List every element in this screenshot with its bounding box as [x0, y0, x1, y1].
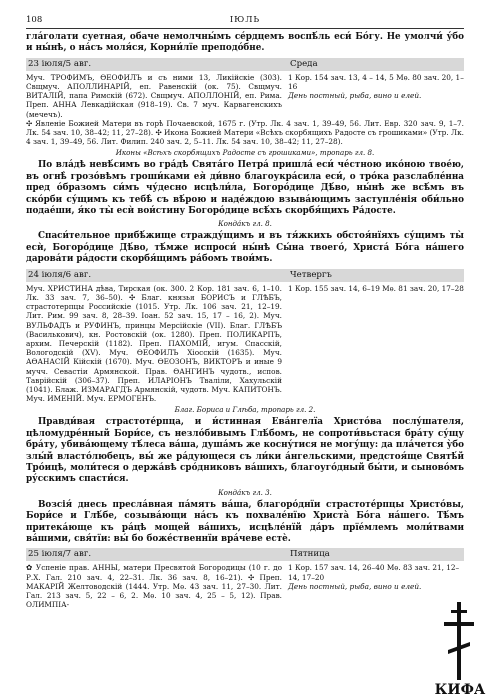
page-header — [26, 0, 464, 29]
kontakion-caption: Конда́къ гл. 3. — [218, 487, 272, 497]
day-date: 25 іюля/7 авг. — [28, 549, 92, 560]
publisher-logo-icon — [430, 600, 490, 700]
day-header-july-24 — [26, 269, 464, 282]
kontakion-boris-gleb-paragraph: Возсія́ днесь пресла́вная па́мять ва́ша, благоро́днїи страстоте́рпцы Христо́вы, Бори́се и Глѣ́бе, созыва́ющи на́съ къ похвале́нїю Христа̀ Бо́га на́шего. Тѣ́мъ притека́юще къ ра́цѣ мощей ва́шихъ, исцѣле́нїй да́ръ прїе́млемъ моли́твами ва́шими, свя́тїи: вы́ бо боже́ственнїи вра́чеве естѐ. — [26, 499, 464, 544]
kontakion-icon-paragraph: Спаси́тельное прибѣ́жище стражду́щимъ и въ тя́жкихъ обстоя́нїяхъ су́щимъ ты̀ есѝ, Богоро́дице Дѣ́во, тѣ́мже испроси́ ны́нѣ Сы́на твоего́, Христа́ Бо́га на́шего дарова́ти ра́дости скорбя́щимъ ра́бомъ твои́мъ. — [26, 231, 464, 265]
day-saints: Муч. ТРОФИМЪ, ѲЕОФИЛЪ и съ ними 13, Ликійскіе (303). Свщмуч. АПОЛЛИНАРІЙ, еп. Равенскій (ок. 75). Свщмуч. ВИТАЛІЙ, папа Римскій (672). Свщмуч. АПОЛЛОНІЙ, еп. Рима. Преп. АННА Левкадійская (918–19). Св. 7 муч. Карвагенскихъ (мечечъ). — [26, 72, 282, 119]
day-header-july-23 — [26, 58, 464, 71]
day-date: 24 іюля/6 авг. — [28, 269, 92, 280]
day-weekday: Четвергъ — [290, 269, 332, 280]
troparion-end-paragraph: гла́голати суетная, обаче немолчны́мъ се́рдцемъ воспѣ́ль еси́ Бо́гу. Не умолчи́ у́бо и ны́нѣ, о на́съ моля́ся, Корни́лїе преподо́бне. — [26, 32, 464, 54]
fast-note: День постный, рыба, вино и елей. — [288, 91, 422, 101]
page-number: 108 — [26, 15, 43, 25]
day-entry-july-24 — [26, 284, 464, 404]
day-entry-july-25 — [26, 563, 464, 609]
troparion-icon-paragraph: По вла́дѣ невѣ́симъ во гра́дѣ Свята́го Петра́ пришла́ еси́ че́стною ико́ною твое́ю, въ огнѣ̀ грозо́вѣмъ гроши́ками ея̀ ди́вно благоукра́сила еси́, о тро́ка разслабле́нна пред о́бразомъ си́мъ чу́десно исцѣли́ла, Богоро́дице Дѣ́во, ны́нѣ же всѣ́мъ въ ско́рби су́щимъ къ тебѣ̀ съ вѣ́рою и наде́ждою взыва́ющимъ заступле́нія оби́льно подае́ши, я́ко ты̀ есѝ вои́стину Богоро́дице всѣ́хъ скорбя́щихъ Ра́досте. — [26, 160, 464, 217]
day-readings: 1 Кор. 154 зач. 13, 4 – 14, 5 Мѳ. 80 зач. 20, 1–16 — [288, 72, 464, 92]
day-readings: 1 Кор. 157 зач. 14, 26–40 Мѳ. 83 зач. 21, 12–14, 17–20 — [288, 563, 460, 582]
day-saints: ✿ Успеніе прав. АННЫ, матери Пресвятой Богородицы (10 г. до Р.Х. Гал. 210 зач. 4, 22–31. Лк. 36 зач. 8, 16–21). ✣ Преп. МАКАРІЙ Желтоводскій (1444. Утр. Мѳ. 43 зач. 11, 27–30. Лит. Гал. 213 зач. 5, 22 – 6, 2. Мѳ. 10 зач. 4, 25 – 5, 12). Прав. ОЛИМПІА- — [26, 563, 282, 610]
day-header-july-25 — [26, 548, 464, 561]
svg-text:КИФА: КИФА — [434, 682, 486, 698]
day-readings-block — [288, 73, 464, 119]
kontakion-caption: Конда́къ гл. 8. — [218, 219, 272, 229]
fast-note: День постный, рыба, вино и елей. — [288, 581, 422, 591]
day-entry-july-23 — [26, 73, 464, 119]
troparion-boris-gleb-paragraph: Правди́вая страстоте́рпца, и и́стинная Ева́нгелїа Христо́ва послу́шателя, цѣломудре́нный Бори́се, съ незло́бивымъ Глѣ́бомъ, не сопроти́вьстася бра́ту су́щу бра́ту, убива́ющему тѣ́леса ва́ша, душа́мъ же косну́тися не могу́щу: да пла́чется у̀бо злы́й власто́любецъ, вы́ же ра́дующеся съ ли́ки а́нгельскими, предстоя́ще Святѣ́й Тро́ицѣ, моли́теся о держа́вѣ сро́дниковъ ва́шихъ, благоуго́дный бы́ти, и сыново́мъ ру́сскимъ спасти́ся. — [26, 417, 464, 485]
day-weekday: Среда — [290, 58, 318, 69]
day-feast-details: ✣ Явленіе Божией Матери въ горѣ Почаевской, 1675 г. (Утр. Лк. 4 зач. 1, 39–49, 56. Лит. Евр. 320 зач. 9, 1–7. Лк. 54 зач. 10, 38–42; 11, 27–28). ✣ Икона Божией Матери «Всѣхъ скорбящихъ Радосте съ грошиками» (Утр. Лк. 4 зач. 1, 39–49, 56. Лит. Филип. 240 зач. 2, 5–11. Лк. 54 зач. 10, 38–42; 11, 27–28). — [26, 118, 464, 147]
running-title: ІЮЛЬ — [229, 15, 261, 25]
day-weekday: Пятница — [290, 549, 330, 560]
day-readings-block — [288, 284, 464, 404]
day-date: 23 іюля/5 авг. — [28, 58, 92, 69]
day-saints: Муч. ХРИСТИНА дѣва, Тирская (ок. 300. 2 Кор. 181 зач. 6, 1–10. Лк. 33 зач. 7, 36–50). ✣ Благ. князья БОРИСЪ и ГЛѢБЪ, страстотерпцы Российскіе (1015. Утр. Лк. 106 зач. 21, 12–19. Лит. Рим. 99 зач. 8, 28–39. Іоан. 52 зач. 15, 17 – 16, 2). Муч. ВУЛЬФАДЪ и РУФИНЪ, принцы Мерсійскіе (VII). Благ. ГЛѢБЪ (Василькович), кн. Ростовскій (ок. 1280). Преп. ПОЛИКАРПЪ, архим. Печерскій (1182). Преп. ПАХОМІЙ, игум. Спасскій, Вологодскій (XV). Муч. ѲЕОФИЛЪ Хіосскій (1635). Муч. АѲАНАСІЙ Кійскій (1670). Муч. ѲЕОЗОНЪ, ВИКТОРЪ и иные 9 мучч. Севастіи Армянской. Прав. ѲАНГИНЪ чудотв., испов. Таврійскій (306–37). Преп. ИЛАРІОНЪ Тваліли, Хахульскій (1041). Блаж. ИЗМАРАГДЪ Армянскій, чудотв. Муч. КАПИТОНЪ. Муч. ИМЕНІЙ. Муч. ЕРМОГЕНЪ. — [26, 283, 282, 404]
day-readings: 1 Кор. 155 зач. 14, 6–19 Мѳ. 81 зач. 20, 17–28 — [288, 283, 464, 293]
troparion-caption: Иконы «Всѣхъ скорбящихъ Радосте съ грошиками», тропарь гл. 8. — [115, 148, 375, 158]
troparion-caption: Благ. Бориса и Глѣба, тропарь гл. 2. — [174, 405, 316, 415]
